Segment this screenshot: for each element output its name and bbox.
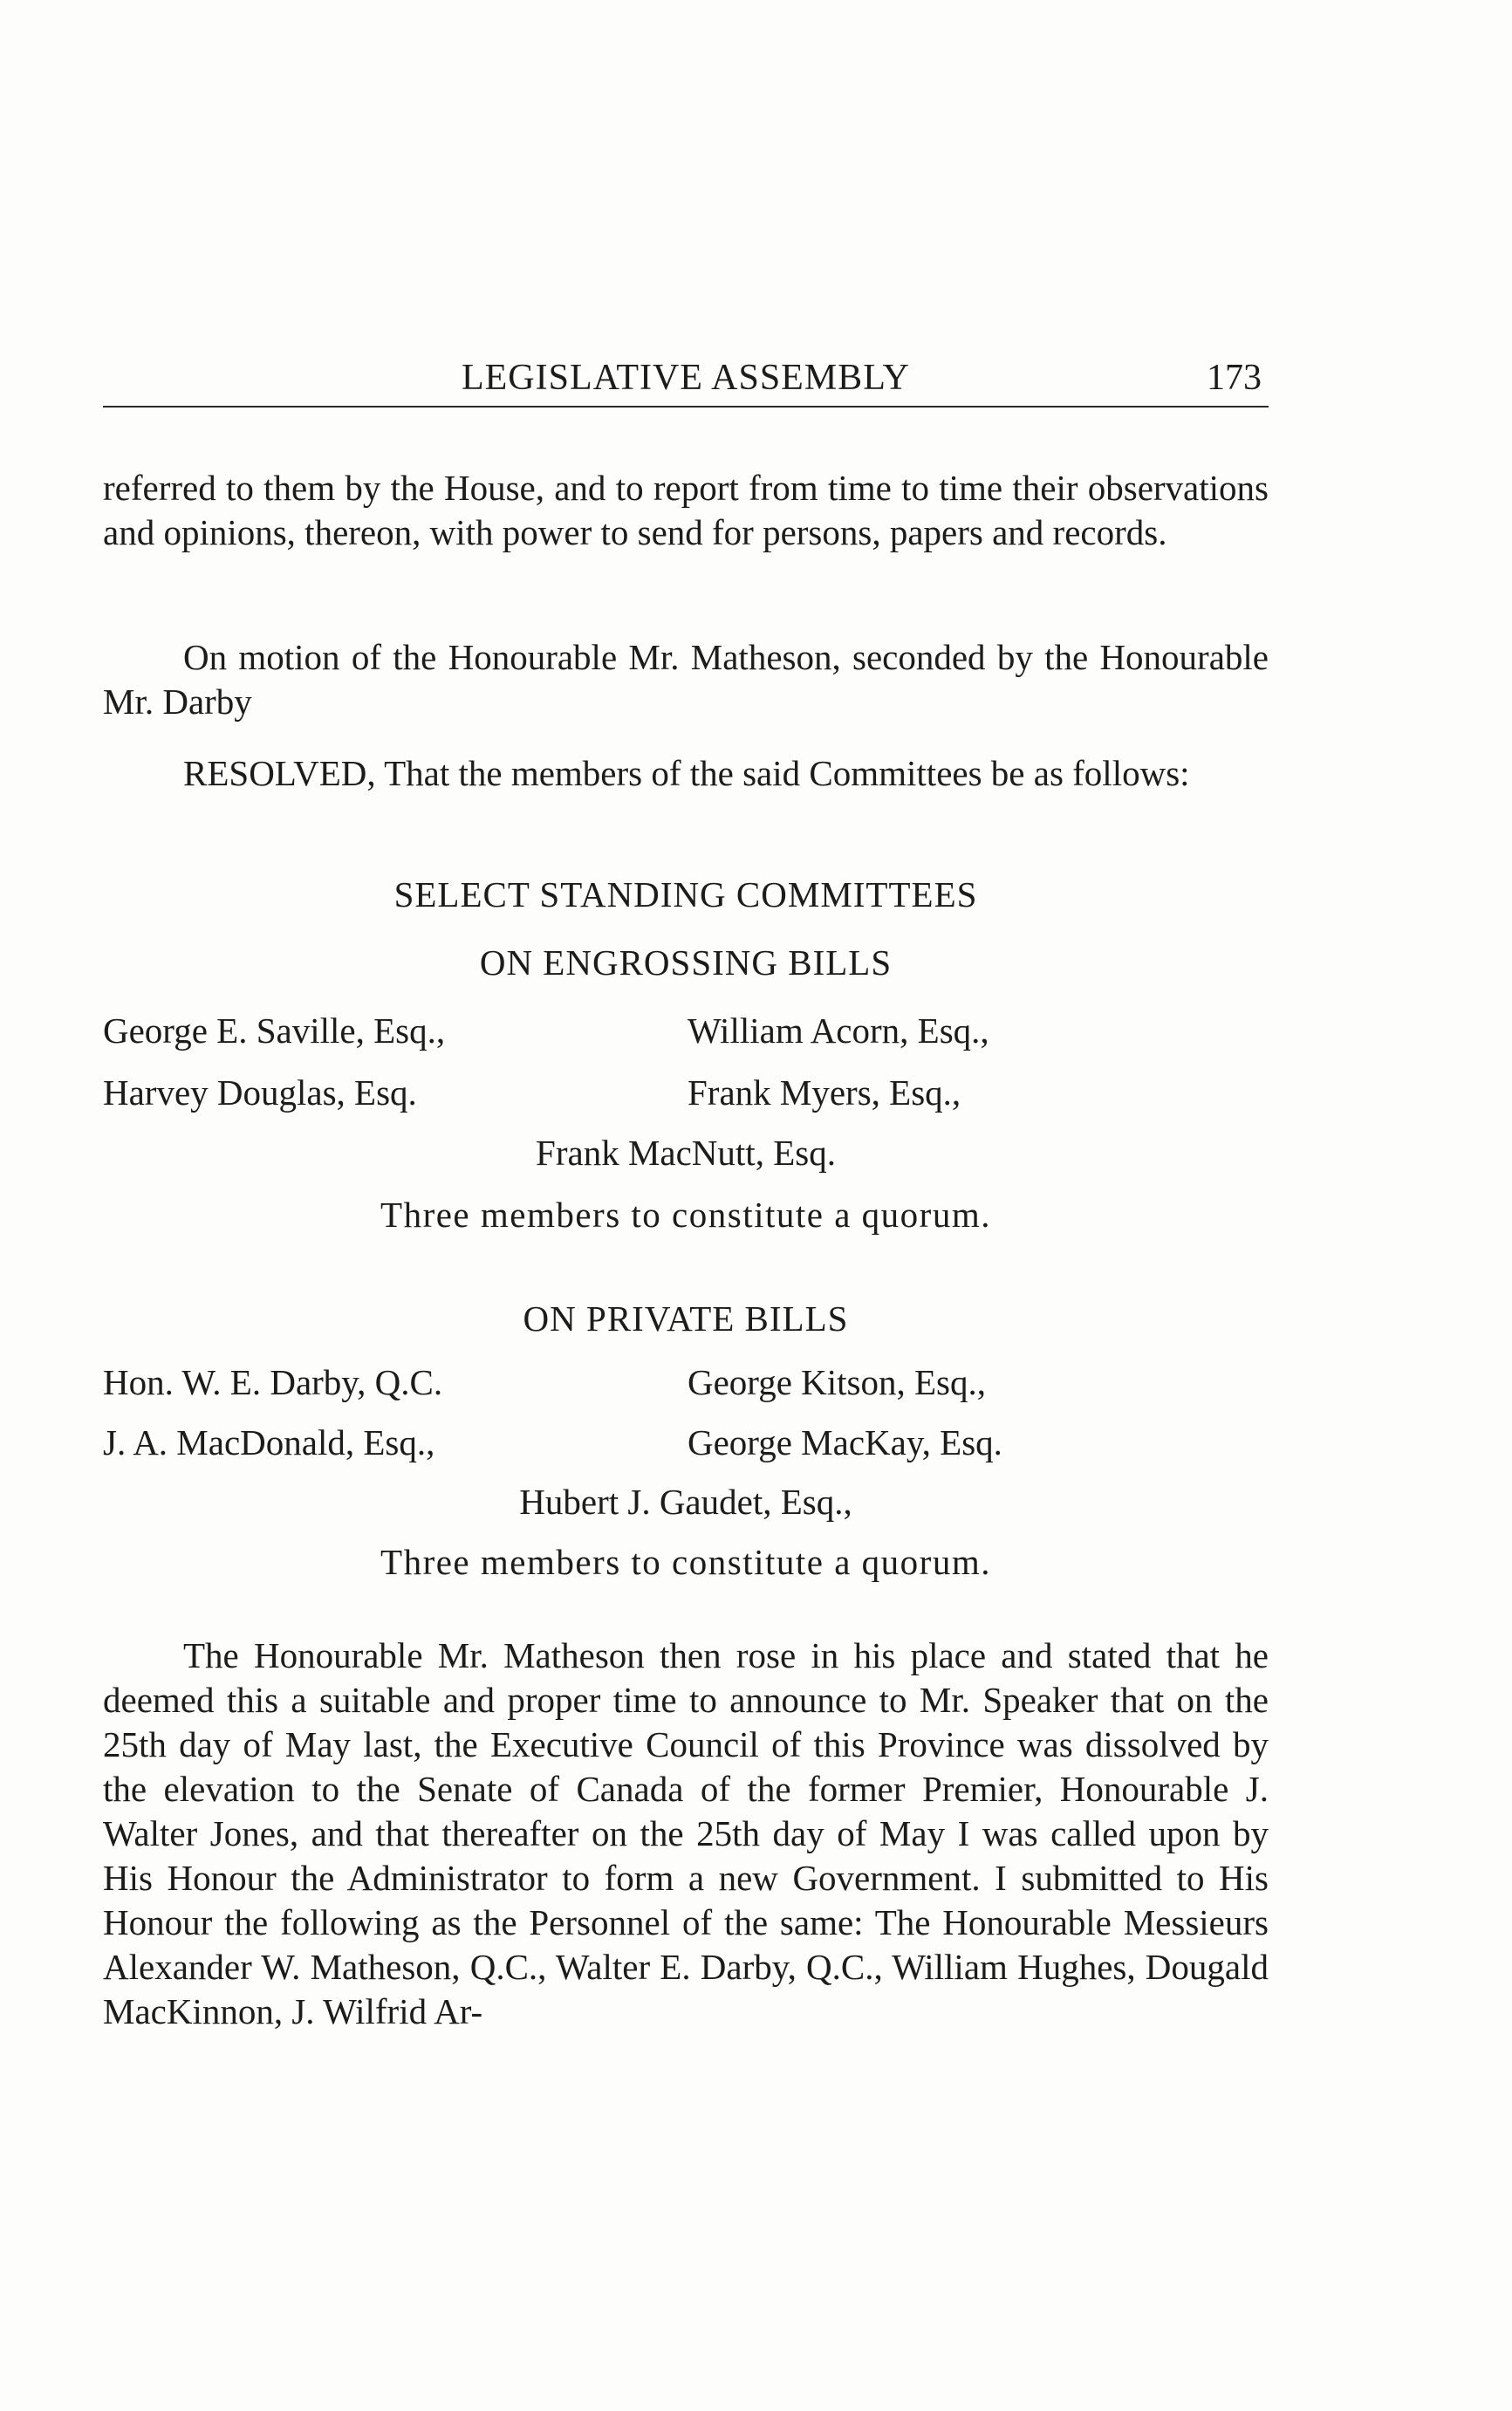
engrossing-bills-heading: ON ENGROSSING BILLS	[479, 942, 893, 983]
page-header	[103, 353, 1269, 408]
member-name: George E. Saville, Esq.,	[103, 1010, 446, 1051]
paragraph-resolved: RESOLVED, That the members of the said Committees be as follows:	[183, 753, 1190, 793]
engrossing-last-member: Frank MacNutt, Esq.	[536, 1133, 836, 1173]
paragraph-continuation: referred to them by the House, and to report from time to time their observations and opinions, thereon, with power to send for persons, papers and records.	[103, 468, 1269, 552]
page-number: 173	[1207, 358, 1262, 398]
private-quorum-note: Three members to constitute a quorum.	[380, 1542, 991, 1582]
member-name: William Acorn, Esq.,	[688, 1010, 989, 1051]
member-name: George Kitson, Esq.,	[688, 1362, 987, 1402]
committees-heading: SELECT STANDING COMMITTEES	[393, 874, 978, 914]
member-name: George MacKay, Esq.	[688, 1422, 1002, 1462]
paragraph-announcement: The Honourable Mr. Matheson then rose in his place and stated that he deemed this a suitable and proper time to announce to Mr. Speaker that on the 25th day of May last, the Executive Council of this Province was dissolved by the elevation to the Senate of Canada of the former Premier, Honourable J. Walter Jones, and that thereafter on the 25th day of May I was called upon by His Honour the Administrator to form a new Government. I submitted to His Honour the following as the Personnel of the same: The Honourable Messieurs Alexander W. Matheson, Q.C., Walter E. Darby, Q.C., William Hughes, Dougald MacKinnon, J. Wilfrid Ar-	[103, 1635, 1269, 2031]
paragraph-motion: On motion of the Honourable Mr. Matheson, seconded by the Honourable Mr. Darby	[103, 637, 1269, 722]
running-title: LEGISLATIVE ASSEMBLY	[462, 358, 910, 398]
member-name: J. A. MacDonald, Esq.,	[103, 1422, 435, 1462]
engrossing-quorum-note: Three members to constitute a quorum.	[380, 1195, 991, 1235]
private-bills-heading: ON PRIVATE BILLS	[523, 1298, 849, 1339]
private-last-member: Hubert J. Gaudet, Esq.,	[519, 1482, 852, 1522]
member-name: Frank Myers, Esq.,	[688, 1072, 961, 1113]
member-name: Harvey Douglas, Esq.	[103, 1072, 417, 1113]
member-name: Hon. W. E. Darby, Q.C.	[103, 1362, 443, 1402]
